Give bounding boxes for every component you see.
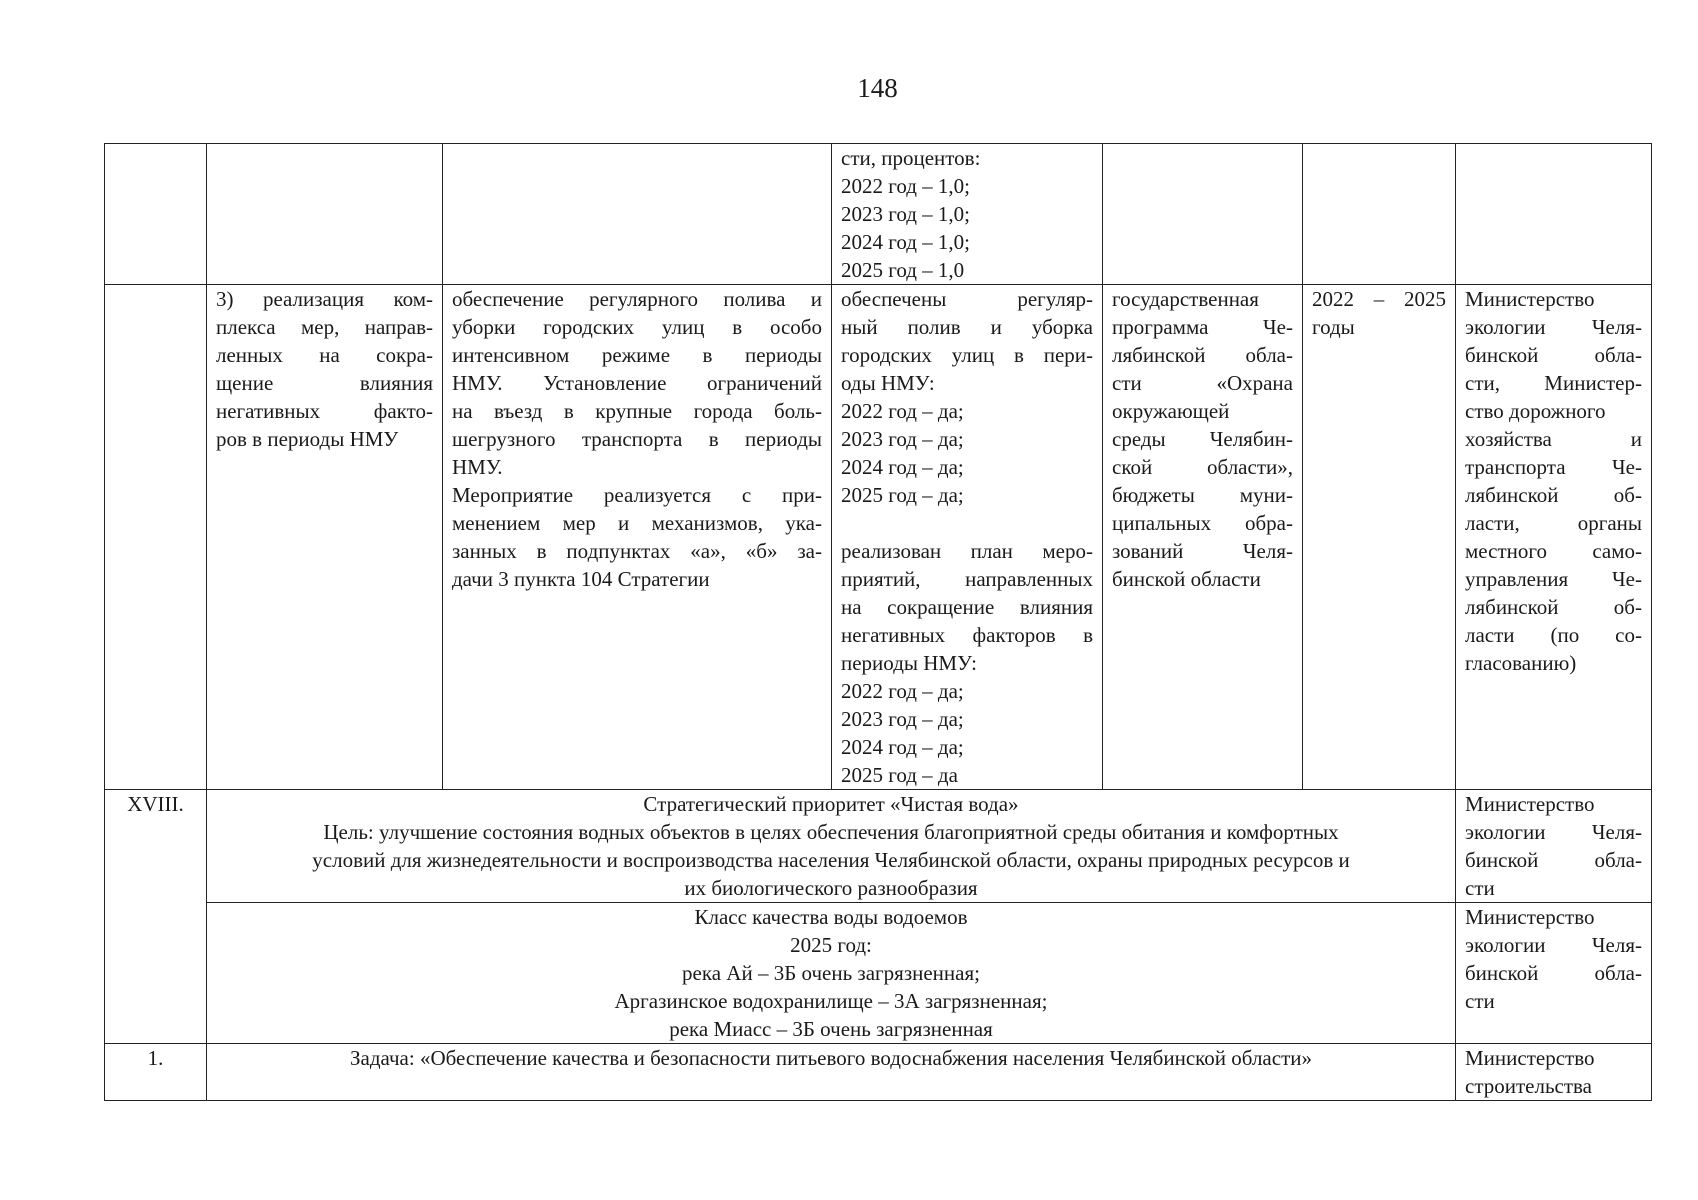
measures-table [104,143,1652,1101]
measure-line: негативных факто- [216,399,433,423]
water-quality-cell [207,903,1456,1044]
content-cell [443,144,832,285]
result-line: 2024 год – да; [841,735,964,759]
result-line: 2022 год – да; [841,399,964,423]
responsible-line: лябинской об- [1465,483,1642,507]
responsible-line: сти [1465,876,1495,900]
result-line: приятий, направленных [841,567,1093,591]
measure-line: щение влияния [216,371,433,395]
source-line: бинской области [1112,567,1261,591]
section-title-cell [207,790,1456,903]
section-goal-line: условий для жизнедеятельности и воспроизводства населения Челябинской области, охраны природных ресурсов и [312,848,1350,872]
source-line: лябинской обла- [1112,343,1293,367]
measure-line: ленных на сокра- [216,343,433,367]
result-line: на сокращение влияния [841,595,1093,619]
responsible-line: экологии Челя- [1465,315,1642,339]
content-line: шегрузного транспорта в периоды [452,427,822,451]
period-line: 2022 – 2025 [1312,287,1446,311]
task-number-cell [105,1044,207,1101]
responsible-cell [1456,790,1652,903]
content-line: Мероприятие реализуется с при- [452,483,822,507]
responsible-cell [1456,1044,1652,1101]
responsible-line: экологии Челя- [1465,820,1642,844]
measure-cell [207,285,443,790]
result-line: 2024 год – да; [841,455,964,479]
source-line: ской области», [1112,455,1293,479]
result-line: 2025 год – да [841,763,958,787]
responsible-line: Министерство [1465,792,1595,816]
number-cell [105,144,207,285]
table-row-task-1 [105,1044,1652,1101]
indicator-line: 2023 год – 1,0; [841,202,971,226]
result-cell [832,285,1103,790]
source-line: среды Челябин- [1112,427,1293,451]
measure-line: ров в периоды НМУ [216,427,399,451]
responsible-line: сти [1465,989,1495,1013]
responsible-line: Министерство [1465,1046,1595,1070]
result-line: оды НМУ: [841,371,935,395]
indicator-line: 2025 год – 1,0 [841,258,965,282]
section-number-cell [105,790,207,1044]
measure-line: 3) реализация ком- [216,287,433,311]
page-number: 148 [857,73,898,103]
responsible-cell [1456,144,1652,285]
source-line: зований Челя- [1112,539,1293,563]
responsible-line: транспорта Че- [1465,455,1642,479]
source-line: бюджеты муни- [1112,483,1293,507]
spacer [841,509,1093,537]
responsible-line: бинской обла- [1465,848,1642,872]
responsible-line: гласованию) [1465,651,1577,675]
result-line: ный полив и уборка [841,315,1093,339]
source-cell [1103,285,1303,790]
responsible-cell [1456,903,1652,1044]
water-quality-line: река Ай – 3Б очень загрязненная; [682,961,980,985]
result-line: негативных факторов в [841,623,1093,647]
period-cell [1303,144,1456,285]
content-line: НМУ. Установление ограничений [452,371,822,395]
water-quality-line: река Миасс – 3Б очень загрязненная [669,1017,993,1041]
content-line: занных в подпунктах «а», «б» за- [452,539,822,563]
section-goal-line: Цель: улучшение состояния водных объектов в целях обеспечения благоприятной среды обитания и комфортных [323,820,1339,844]
responsible-line: ство дорожного [1465,399,1606,423]
result-line: 2023 год – да; [841,707,964,731]
content-line: обеспечение регулярного полива и [452,287,822,311]
responsible-line: местного само- [1465,539,1642,563]
responsible-line: строительства [1465,1074,1593,1098]
result-line: 2025 год – да; [841,483,964,507]
responsible-line: хозяйства и [1465,427,1642,451]
content-line: уборки городских улиц в особо [452,315,822,339]
task-cell [207,1044,1456,1101]
water-quality-line: Аргазинское водохранилище – 3А загрязненная; [614,989,1048,1013]
responsible-line: бинской обла- [1465,343,1642,367]
indicator-line: сти, процентов: [841,146,981,170]
number-cell [105,285,207,790]
responsible-line: ласти (по со- [1465,623,1642,647]
result-line: 2023 год – да; [841,427,964,451]
source-line: ципальных обра- [1112,511,1293,535]
responsible-line: ласти, органы [1465,511,1642,535]
responsible-line: Министерство [1465,905,1595,929]
measure-line: плекса мер, направ- [216,315,433,339]
result-line: 2022 год – да; [841,679,964,703]
result-line: обеспечены регуляр- [841,287,1093,311]
content-cell [443,285,832,790]
indicator-cell [832,144,1103,285]
result-line: периоды НМУ: [841,651,977,675]
source-line: сти «Охрана [1112,371,1293,395]
task-text: Задача: «Обеспечение качества и безопасности питьевого водоснабжения населения Челябинской области» [349,1046,1312,1070]
source-line: окружающей [1112,399,1230,423]
responsible-line: управления Че- [1465,567,1642,591]
responsible-line: сти, Министер- [1465,371,1642,395]
water-quality-line: 2025 год: [790,933,872,957]
responsible-line: Министерство [1465,287,1595,311]
section-title-line: Стратегический приоритет «Чистая вода» [643,792,1019,816]
result-line: городских улиц в пери- [841,343,1093,367]
measure-cell [207,144,443,285]
section-goal-line: их биологического разнообразия [684,876,978,900]
indicator-line: 2022 год – 1,0; [841,174,971,198]
source-line: государственная [1112,287,1259,311]
table-row-section-xviii [105,790,1652,903]
content-line: дачи 3 пункта 104 Стратегии [452,567,710,591]
table-row-continuation [105,144,1652,285]
source-line: программа Че- [1112,315,1293,339]
responsible-cell [1456,285,1652,790]
indicator-line: 2024 год – 1,0; [841,230,971,254]
content-line: интенсивном режиме в периоды [452,343,822,367]
result-line: реализован план меро- [841,539,1093,563]
content-line: на въезд в крупные города боль- [452,399,822,423]
table-row-water-quality [105,903,1652,1044]
period-cell [1303,285,1456,790]
water-quality-line: Класс качества воды водоемов [694,905,968,929]
table-row-measure-3 [105,285,1652,790]
responsible-line: лябинской об- [1465,595,1642,619]
responsible-line: бинской обла- [1465,961,1642,985]
section-number: XVIII. [127,792,184,816]
period-line: годы [1312,315,1355,339]
content-line: менением мер и механизмов, ука- [452,511,822,535]
content-line: НМУ. [452,455,503,479]
task-number: 1. [147,1046,164,1070]
responsible-line: экологии Челя- [1465,933,1642,957]
source-cell [1103,144,1303,285]
